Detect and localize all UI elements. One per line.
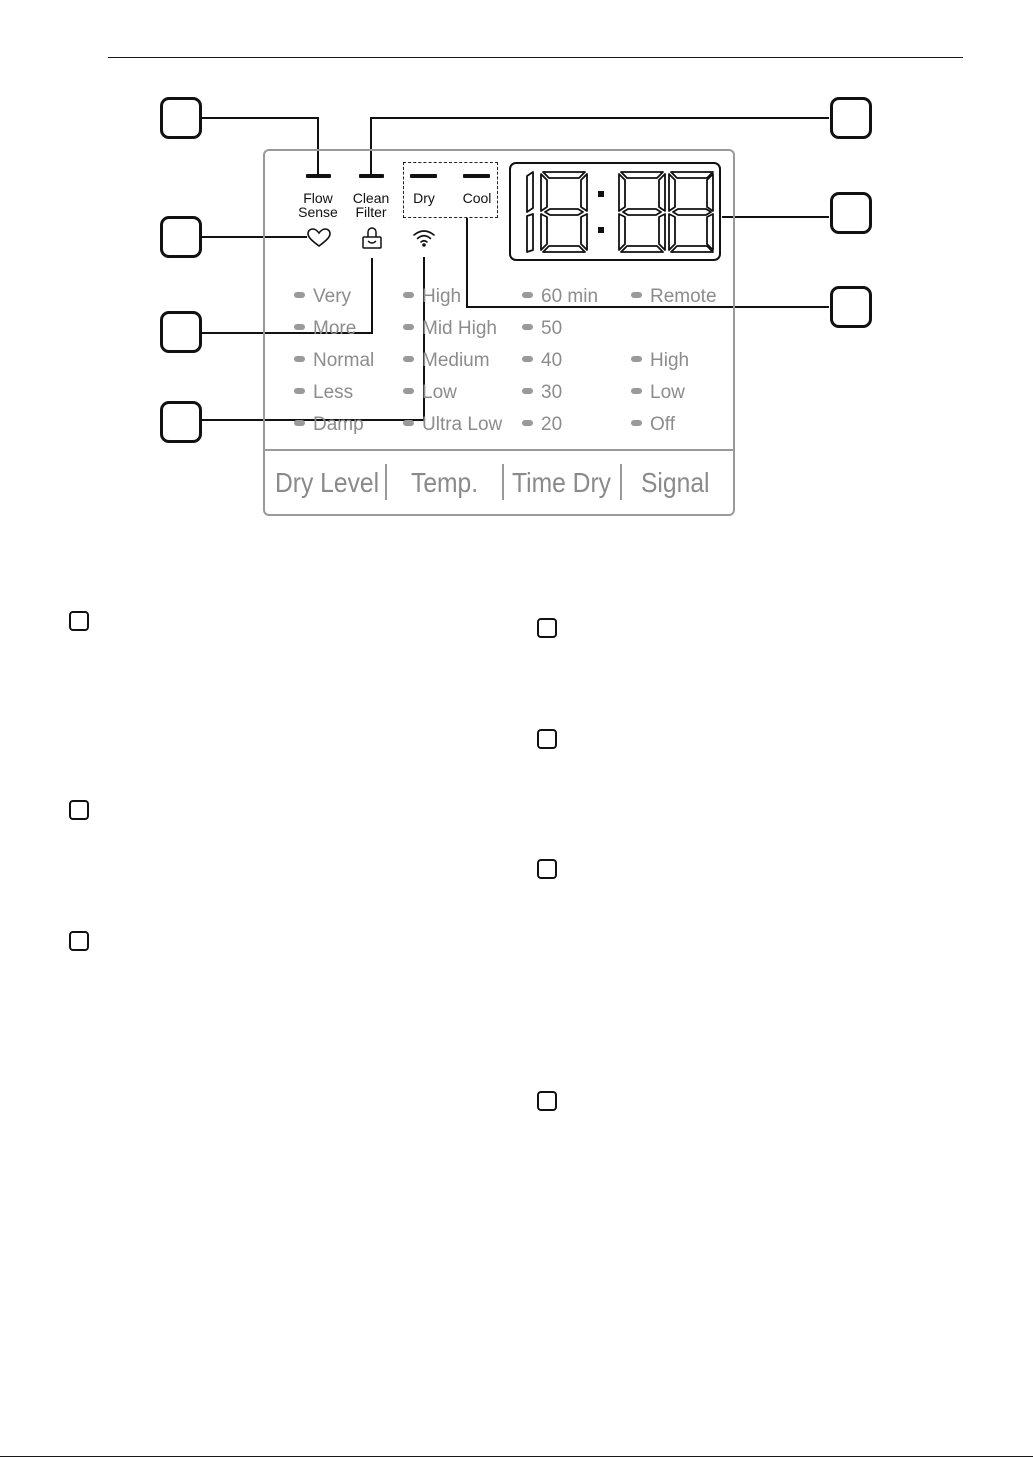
option-label: Low (650, 382, 685, 403)
callout-box-flow-sense (160, 97, 202, 139)
callout-box-dry-cool (830, 286, 872, 328)
callout-box-heart (160, 216, 202, 258)
led-dot (522, 324, 533, 330)
callout-box-display (830, 192, 872, 234)
temp-option-medium (403, 351, 490, 371)
option-label: 30 (541, 382, 563, 403)
led-dot (631, 420, 642, 426)
led-dot (294, 420, 305, 426)
flow-sense-label: Flow Sense (298, 190, 338, 220)
filter-icon (361, 226, 383, 255)
led-dot (522, 292, 533, 298)
option-label: Damp (313, 414, 364, 435)
cool-label: Cool (462, 190, 492, 206)
option-label: Remote (650, 286, 717, 307)
wifi-icon (412, 228, 436, 253)
option-label: Very (313, 286, 352, 307)
button-separator (385, 464, 387, 500)
option-label: Ultra Low (422, 414, 503, 435)
description-marker (537, 859, 557, 879)
description-marker (537, 1091, 557, 1111)
description-marker (537, 729, 557, 749)
description-marker (69, 931, 89, 951)
seven-segment-digits (511, 164, 719, 259)
led-dot (403, 388, 414, 394)
signal-option-high (631, 351, 689, 371)
temp-option-mid-high (403, 319, 497, 339)
time-display (509, 162, 721, 261)
option-label: 20 (541, 414, 563, 435)
option-label: 50 (541, 318, 563, 339)
temp-option-ultra-low (403, 415, 502, 435)
description-marker (69, 611, 89, 631)
signal-option-low (631, 383, 685, 403)
description-marker (69, 800, 89, 820)
option-label: High (650, 350, 690, 371)
option-label: High (422, 286, 462, 307)
option-label: More (313, 318, 357, 339)
dry-level-option-very (294, 287, 351, 307)
button-separator (620, 464, 622, 500)
option-label: 60 min (541, 286, 599, 307)
time-dry-option-20 (522, 415, 562, 435)
description-marker (537, 618, 557, 638)
led-dot (631, 356, 642, 362)
flow-sense-indicator (306, 174, 331, 178)
led-dot (403, 324, 414, 330)
option-label: Normal (313, 350, 375, 371)
dry-level-button[interactable]: Dry Level (275, 467, 380, 498)
dry-level-option-more (294, 319, 356, 339)
led-dot (522, 420, 533, 426)
led-dot (631, 292, 642, 298)
led-dot (631, 388, 642, 394)
callout-box-wifi (160, 401, 202, 443)
led-dot (403, 292, 414, 298)
callout-box-filter (160, 311, 202, 353)
led-dot (403, 356, 414, 362)
clean-filter-indicator (359, 174, 384, 178)
temp-button[interactable]: Temp. (411, 467, 479, 498)
time-dry-option-30 (522, 383, 562, 403)
signal-option-remote (631, 287, 717, 307)
led-dot (294, 388, 305, 394)
heart-icon (307, 228, 331, 253)
time-dry-button[interactable]: Time Dry (512, 467, 612, 498)
time-dry-option-40 (522, 351, 562, 371)
dry-label: Dry (413, 190, 435, 206)
dry-level-option-normal (294, 351, 374, 371)
option-label: Off (650, 414, 675, 435)
led-dot (522, 356, 533, 362)
led-dot (403, 420, 414, 426)
option-label: Low (422, 382, 457, 403)
temp-option-low (403, 383, 457, 403)
clean-filter-label: Clean Filter (352, 190, 390, 220)
callout-box-clean-filter (830, 97, 872, 139)
led-dot (294, 356, 305, 362)
dry-level-option-damp (294, 415, 364, 435)
temp-option-high (403, 287, 461, 307)
option-label: Less (313, 382, 354, 403)
option-label: Mid High (422, 318, 497, 339)
panel-divider (263, 449, 735, 451)
dry-level-option-less (294, 383, 353, 403)
signal-button[interactable]: Signal (641, 467, 710, 498)
led-dot (294, 324, 305, 330)
led-dot (522, 388, 533, 394)
button-separator (502, 464, 504, 500)
time-dry-option-50 (522, 319, 562, 339)
signal-option-off (631, 415, 675, 435)
option-label: 40 (541, 350, 563, 371)
option-label: Medium (422, 350, 490, 371)
time-dry-option-60 (522, 287, 598, 307)
bottom-rule (0, 1456, 1033, 1457)
led-dot (294, 292, 305, 298)
